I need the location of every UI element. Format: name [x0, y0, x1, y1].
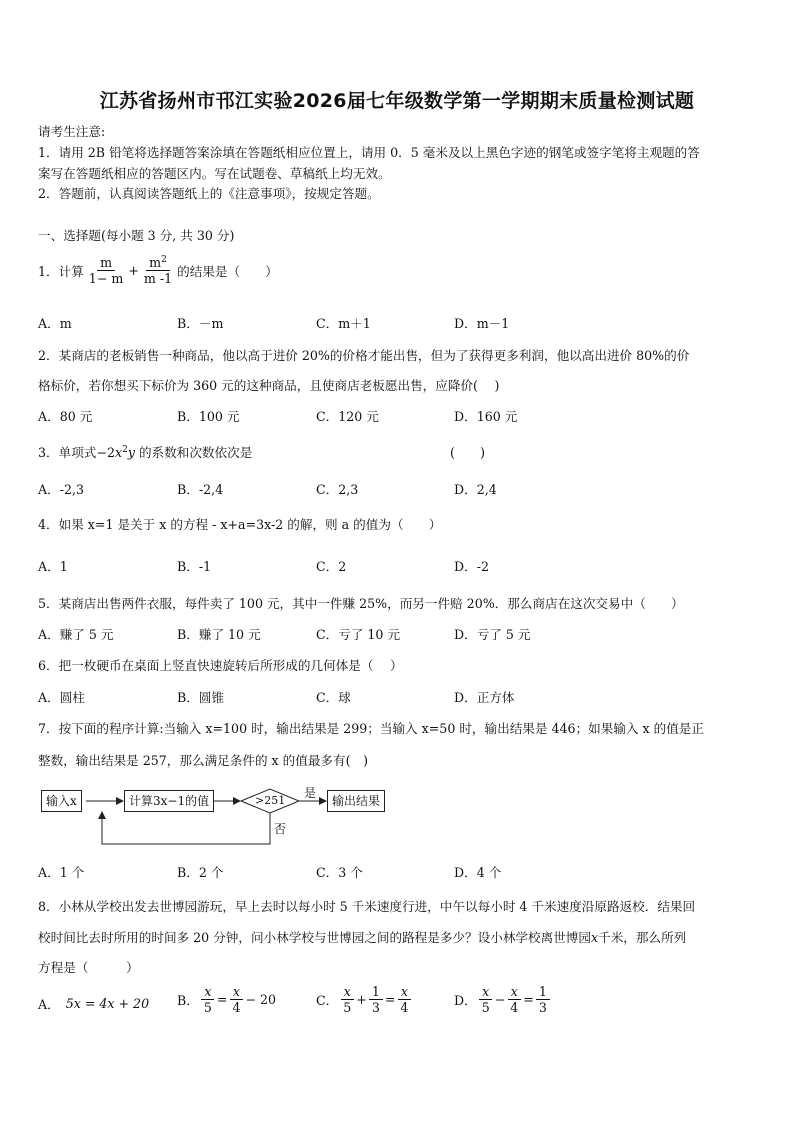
section-heading: 一、选择题(每小题 3 分, 共 30 分) — [38, 228, 235, 243]
q8-b-num-1: x — [201, 985, 214, 1000]
page-title: 江苏省扬州市邗江实验2026届七年级数学第一学期期末质量检测试题 — [99, 90, 695, 112]
q8-d-num-1: x — [479, 985, 492, 1000]
q8-d-frac-2 — [507, 985, 521, 1014]
q8-b-num-2: x — [230, 985, 243, 1000]
q2-option-c: C．120 元 — [316, 409, 379, 424]
q8-option-d — [454, 985, 552, 1014]
q8-line-2-start: 校时间比去时所用的时间多 20 分钟，问小林学校与世博园之间的路程是多少？设小林学校离世博园 — [38, 930, 591, 945]
q7-flow-no-label: 否 — [274, 822, 287, 836]
q1-f2-exponent: 2 — [161, 255, 167, 265]
q1-option-a: A．m — [38, 316, 72, 331]
q8-c-num-2: 1 — [369, 985, 383, 1000]
q1-option-b: B．－m — [177, 316, 224, 331]
q3-option-c: C．2,3 — [316, 482, 359, 497]
q1-prefix: 1．计算 — [38, 264, 84, 280]
q3-option-a: A．-2,3 — [38, 482, 84, 497]
q8-c-frac-1 — [340, 985, 354, 1014]
q8-c-eq: = — [384, 992, 396, 1008]
q7-flow-input-box: 输入x — [41, 790, 82, 812]
q8-b-frac-1 — [201, 985, 215, 1014]
q8-d-den-1: 5 — [481, 1000, 490, 1016]
q8-option-c — [316, 985, 413, 1014]
q8-c-frac-3 — [397, 985, 411, 1014]
q1-f1-numerator: m — [97, 256, 115, 271]
q1-option-c: C．m＋1 — [316, 316, 371, 331]
q3-expr-exponent: 2 — [122, 444, 128, 455]
notice-item-1-line-1: 1．请用 2B 铅笔将选择题答案涂填在答题纸相应位置上，请用 0．5 毫米及以上黑色字迹的钢笔或签字笔将主观题的答 — [38, 145, 700, 160]
q6-option-a: A．圆柱 — [38, 690, 85, 705]
q8-line-2-end: 千米，那么所列 — [598, 930, 687, 945]
q8-b-tail: − 20 — [245, 992, 277, 1008]
q4-option-b: B．-1 — [177, 559, 212, 574]
q8-option-b-label: B． — [177, 993, 199, 1009]
q8-line-1: 8．小林从学校出发去世博园游玩，早上去时以每小时 5 千米速度行进，中午以每小时 4 千米速度沿原路返校．结果回 — [38, 899, 696, 914]
q2-line-2: 格标价，若你想买下标价为 360 元的这种商品，且使商店老板愿出售，应降价( ) — [38, 378, 500, 393]
q6-option-d: D．正方体 — [454, 690, 515, 705]
q3-expr-y: y — [127, 445, 135, 460]
q2-option-b: B．100 元 — [177, 409, 240, 424]
q8-d-frac-3 — [536, 985, 550, 1014]
q8-option-a-expr: 5x = 4x + 20 — [65, 995, 150, 1011]
q6-option-c: C．球 — [316, 690, 351, 705]
q7-line-1: 7．按下面的程序计算:当输入 x=100 时，输出结果是 299；当输入 x=50 时，输出结果是 446；如果输入 x 的值是正 — [38, 721, 704, 736]
q8-d-frac-1 — [479, 985, 493, 1014]
q5-text: 5．某商店出售两件衣服，每件卖了 100 元，其中一件赚 25%，而另一件赔 20%．那么商店在这次交易中（ ） — [38, 596, 684, 611]
q8-d-eq: = — [523, 992, 534, 1008]
q4-option-a: A．1 — [38, 559, 68, 574]
q8-option-a-label: A． — [38, 996, 60, 1012]
q3-suffix: 的系数和次数依次是 — [138, 445, 253, 460]
q4-text: 4．如果 x=1 是关于 x 的方程 - x+a=3x-2 的解，则 a 的值为（ ） — [38, 517, 442, 532]
q6-text: 6．把一枚硬币在桌面上竖直快速旋转后所形成的几何体是（ ） — [38, 658, 403, 673]
q2-option-a: A．80 元 — [38, 409, 93, 424]
q4-option-c: C．2 — [316, 559, 347, 574]
notice-heading: 请考生注意: — [38, 124, 106, 139]
q8-b-den-2: 4 — [232, 1000, 241, 1016]
q7-option-c: C．3 个 — [316, 865, 363, 880]
notice-item-2: 2．答题前，认真阅读答题纸上的《注意事项》，按规定答题。 — [38, 186, 380, 201]
q8-line-3: 方程是（ ） — [38, 960, 139, 975]
notice-item-1-line-2: 案写在答题纸相应的答题区内。写在试题卷、草稿纸上均无效。 — [38, 166, 391, 181]
q1-option-d: D．m－1 — [454, 316, 510, 331]
q8-d-den-3: 3 — [538, 1000, 547, 1016]
q8-d-den-2: 4 — [510, 1000, 519, 1016]
q8-option-d-label: D． — [454, 993, 477, 1009]
q8-d-num-2: x — [508, 985, 521, 1000]
q8-c-den-1: 5 — [343, 1000, 352, 1016]
q8-c-num-1: x — [341, 985, 354, 1000]
q8-option-b — [177, 985, 276, 1014]
q3-expr-x: x — [114, 445, 123, 460]
q8-d-minus: − — [494, 992, 506, 1008]
q8-option-a — [38, 990, 149, 1016]
q3-answer-paren: ( ) — [450, 445, 486, 460]
q7-option-a: A．1 个 — [38, 865, 85, 880]
q1-f1-denominator: 1− m — [88, 271, 124, 287]
q8-d-num-3: 1 — [536, 985, 550, 1000]
q4-option-d: D．-2 — [454, 559, 489, 574]
q6-option-b: B．圆锥 — [177, 690, 225, 705]
q8-variable-x: x — [590, 930, 599, 945]
q5-option-d: D．亏了 5 元 — [454, 627, 531, 642]
q7-option-b: B．2 个 — [177, 865, 224, 880]
q8-b-frac-2 — [229, 985, 243, 1014]
q7-flow-condition: >251 — [255, 794, 286, 807]
q7-option-d: D．4 个 — [454, 865, 502, 880]
q5-option-a: A．赚了 5 元 — [38, 627, 114, 642]
q5-option-b: B．赚了 10 元 — [177, 627, 261, 642]
q1-plus: + — [128, 263, 139, 279]
q8-c-plus: + — [356, 992, 367, 1008]
q7-flow-calc-box: 计算3x−1的值 — [124, 790, 214, 812]
q8-b-eq: = — [216, 992, 228, 1008]
q7-flow-output-box: 输出结果 — [327, 790, 385, 812]
q3-expr-coef: −2 — [96, 445, 115, 460]
q3-option-b: B．-2,4 — [177, 482, 224, 497]
q8-c-den-3: 4 — [400, 1000, 409, 1016]
q1-suffix: 的结果是（ ） — [177, 264, 278, 280]
q5-option-c: C．亏了 10 元 — [316, 627, 401, 642]
q1-f2-denominator: m -1 — [143, 271, 173, 287]
q8-c-frac-2 — [369, 985, 383, 1014]
q8-b-den-1: 5 — [203, 1000, 212, 1016]
q3-prefix: 3．单项式 — [38, 445, 97, 460]
q1-f2-base: m — [149, 255, 162, 271]
q3-option-d: D．2,4 — [454, 482, 497, 497]
q2-option-d: D．160 元 — [454, 409, 518, 424]
q7-line-2: 整数，输出结果是 257，那么满足条件的 x 的值最多有( ) — [38, 753, 369, 768]
q8-option-c-label: C． — [316, 993, 339, 1009]
q2-line-1: 2．某商店的老板销售一种商品，他以高于进价 20%的价格才能出售，但为了获得更多利润，他以高出进价 80%的价 — [38, 348, 690, 363]
q8-c-num-3: x — [398, 985, 411, 1000]
q8-c-den-2: 3 — [371, 1000, 380, 1016]
q7-flow-yes-label: 是 — [304, 786, 317, 800]
q8-line-2 — [38, 927, 686, 946]
